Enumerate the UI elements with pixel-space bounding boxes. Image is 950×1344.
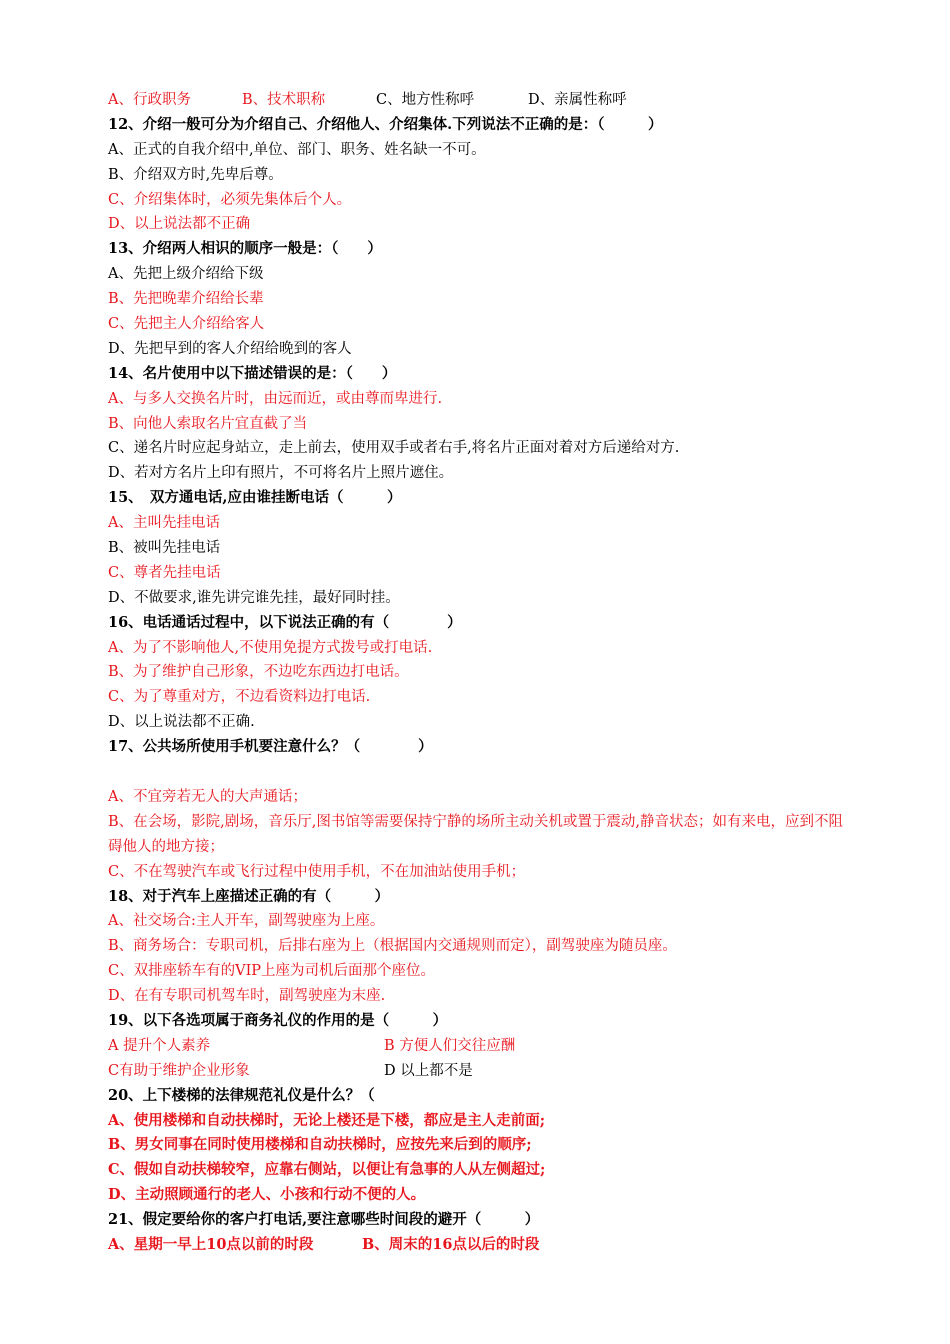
- q12-option-b: B、介绍双方时,先卑后尊。: [108, 166, 283, 183]
- q18-option-b: B、商务场合：专职司机，后排右座为上（根据国内交通规则而定），副驾驶座为随员座。: [108, 938, 677, 955]
- document-page: [108, 88, 848, 1258]
- q19-option-b: B 方便人们交往应酬: [384, 1037, 516, 1054]
- q18-option-c: C、双排座轿车有的VIP上座为司机后面那个座位。: [108, 963, 436, 980]
- q20-option-c: C、假如自动扶梯较窄，应靠右侧站，以便让有急事的人从左侧超过;: [108, 1161, 546, 1179]
- q21-option-b: B、周末的16点以后的时段: [362, 1236, 540, 1253]
- q14-option-a: A、与多人交换名片时，由远而近，或由尊而卑进行.: [108, 390, 443, 407]
- q17-option-b: B、在会场，影院,剧场，音乐厅,图书馆等需要保持宁静的场所主动关机或置于震动,静音状态；如有来电，应到不阻碍他人的地方接；: [108, 813, 843, 855]
- q15-option-d: D、不做要求,谁先讲完谁先挂，最好同时挂。: [108, 589, 400, 606]
- question-15: 15、 双方通电话,应由谁挂断电话（ ）: [108, 489, 402, 507]
- q15-option-b: B、被叫先挂电话: [108, 540, 221, 557]
- q20-option-d: D、主动照顾通行的老人、小孩和行动不便的人。: [108, 1186, 426, 1204]
- q19-row-2: [108, 1059, 848, 1084]
- q14-option-b: B、向他人索取名片宜直截了当: [108, 415, 308, 432]
- option-d: D、亲属性称呼: [528, 92, 627, 108]
- q14-option-d: D、若对方名片上印有照片，不可将名片上照片遮住。: [108, 465, 454, 482]
- q18-option-a: A、社交场合:主人开车，副驾驶座为上座。: [108, 913, 385, 930]
- q17-option-a: A、不宜旁若无人的大声通话；: [108, 788, 307, 805]
- q20-option-b: B、男女同事在同时使用楼梯和自动扶梯时，应按先来后到的顺序;: [108, 1136, 532, 1154]
- question-16: 16、电话通话过程中，以下说法正确的有（ ）: [108, 613, 462, 631]
- q16-option-d: D、以上说法都不正确.: [108, 714, 255, 731]
- question-17: 17、公共场所使用手机要注意什么？（ ）: [108, 738, 433, 756]
- q17-option-c: C、不在驾驶汽车或飞行过程中使用手机，不在加油站使用手机；: [108, 863, 526, 880]
- q16-option-b: B、为了维护自己形象，不边吃东西边打电话。: [108, 664, 409, 681]
- q12-option-a: A、正式的自我介绍中,单位、部门、职务、姓名缺一不可。: [108, 141, 486, 158]
- question-18: 18、对于汽车上座描述正确的有（ ）: [108, 887, 390, 905]
- question-12: 12、介绍一般可分为介绍自己、介绍他人、介绍集体.下列说法不正确的是：（ ）: [108, 115, 663, 133]
- q20-option-a: A、使用楼梯和自动扶梯时，无论上楼还是下楼，都应是主人走前面;: [108, 1111, 546, 1129]
- q13-option-d: D、先把早到的客人介绍给晚到的客人: [108, 340, 352, 357]
- q13-option-b: B、先把晚辈介绍给长辈: [108, 291, 264, 308]
- q14-option-c: C、递名片时应起身站立，走上前去，使用双手或者右手,将名片正面对着对方后递给对方.: [108, 440, 680, 457]
- q13-option-a: A、先把上级介绍给下级: [108, 266, 264, 283]
- option-row-q11: [108, 88, 848, 113]
- q12-option-d: D、以上说法都不正确: [108, 216, 251, 233]
- q12-option-c: C、介绍集体时，必须先集体后个人。: [108, 191, 352, 208]
- q15-option-c: C、尊者先挂电话: [108, 564, 221, 581]
- q19-option-d: D 以上都不是: [384, 1062, 473, 1079]
- question-13: 13、介绍两人相识的顺序一般是：（ ）: [108, 240, 382, 258]
- option-b: B、技术职称: [242, 92, 326, 108]
- option-a: A、行政职务: [108, 92, 191, 108]
- q16-option-c: C、为了尊重对方，不边看资料边打电话.: [108, 689, 371, 706]
- question-19: 19、以下各选项属于商务礼仪的作用的是（ ）: [108, 1011, 448, 1029]
- q19-option-c: C有助于维护企业形象: [108, 1062, 250, 1079]
- q18-option-d: D、在有专职司机驾车时，副驾驶座为末座.: [108, 988, 386, 1005]
- question-21: 21、假定要给你的客户打电话,要注意哪些时间段的避开（ ）: [108, 1211, 540, 1229]
- option-c: C、地方性称呼: [376, 92, 475, 108]
- q13-option-c: C、先把主人介绍给客人: [108, 316, 265, 333]
- q16-option-a: A、为了不影响他人,不使用免提方式拨号或打电话.: [108, 639, 433, 656]
- q19-option-a: A 提升个人素养: [108, 1037, 211, 1054]
- q19-row-1: [108, 1034, 848, 1059]
- q15-option-a: A、主叫先挂电话: [108, 515, 220, 532]
- question-20: 20、上下楼梯的法律规范礼仪是什么？（: [108, 1086, 375, 1104]
- q21-row: [108, 1233, 848, 1258]
- q21-option-a: A、星期一早上10点以前的时段: [108, 1236, 314, 1253]
- question-14: 14、名片使用中以下描述错误的是：（ ）: [108, 364, 397, 382]
- blank-line: [108, 760, 848, 785]
